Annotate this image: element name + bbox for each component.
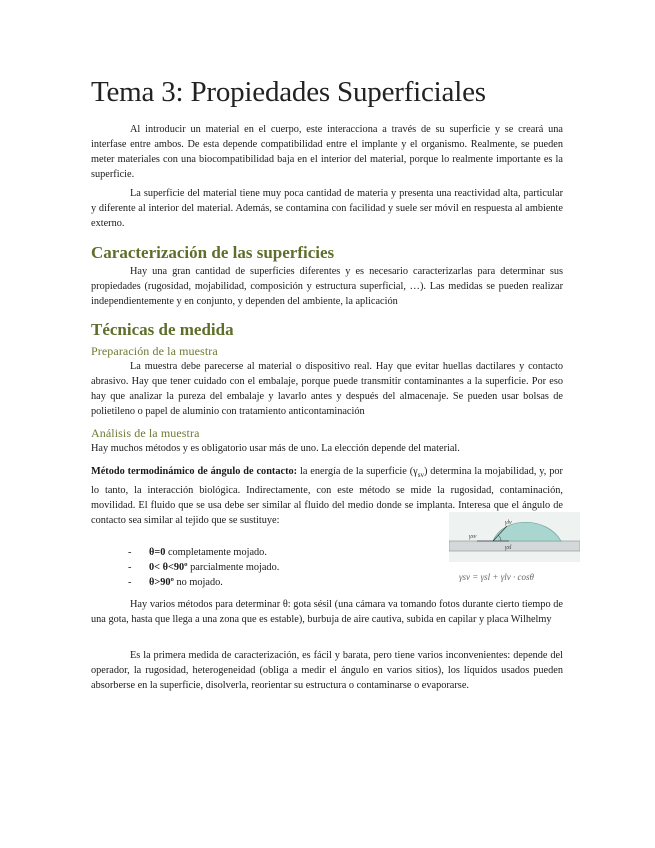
contact-angle-diagram xyxy=(449,512,580,590)
contact-angle-figure xyxy=(449,512,580,590)
substrate-surface xyxy=(449,541,580,551)
caracterizacion-paragraph: Hay una gran cantidad de superficies diferentes y es necesario caracterizarlas para determinar sus propiedades (rugosidad, mojabilidad, composición y estructura superficial, …). Las medidas se pueden realizar independientemente y en conjunto, y dependen del ambiente, la aplicación xyxy=(91,266,563,307)
metodos-theta-paragraph: Hay varios métodos para determinar θ: gota sésil (una cámara va tomando fotos durante cierto tiempo de una gota, hasta que llega a una zona que es estable), burbuja de aire cautiva, subida en capilar y placa Wilhelmy xyxy=(91,599,563,625)
intro-paragraph-2: La superficie del material tiene muy poca cantidad de materia y presenta una reactividad alta, particular y diferente al interior del material. Además, se contamina con facilidad y suele ser móvil en respuesta al ambiente externo. xyxy=(91,188,563,229)
metodo-label: Método termodinámico de ángulo de contacto: xyxy=(91,466,298,477)
subheading-analisis: Análisis de la muestra xyxy=(91,426,200,440)
list-item-text: no mojado. xyxy=(173,577,223,588)
analisis-paragraph: Hay muchos métodos y es obligatorio usar más de uno. La elección depende del material. xyxy=(91,443,460,454)
section-heading-tecnicas: Técnicas de medida xyxy=(91,320,234,339)
list-item xyxy=(128,560,279,575)
list-item xyxy=(128,575,279,590)
list-item-text: completamente mojado. xyxy=(165,547,267,558)
intro-paragraph-1: Al introducir un material en el cuerpo, este interacciona a través de su superficie y se creará una interfase entre ambos. De esta depende compatibilidad entre el implante y el organismo. Realmente, se pueden meter materiales con una biocompatibilidad baja en el interior del material, porque lo realmente importante es la superficie. xyxy=(91,124,563,180)
section-heading-caracterizacion: Caracterización de las superficies xyxy=(91,243,335,262)
label-gamma-lv: γlv xyxy=(505,520,512,526)
list-item-bold: θ>90º xyxy=(149,577,174,588)
label-gamma-sv: γsv xyxy=(469,534,477,540)
subheading-preparacion: Preparación de la muestra xyxy=(91,344,218,358)
list-item-text: parcialmente mojado. xyxy=(187,562,280,573)
metodo-text-a: la energía de la superficie ( xyxy=(297,466,414,477)
label-gamma-sl: γsl xyxy=(505,545,512,551)
inconvenientes-paragraph: Es la primera medida de caracterización, es fácil y barata, pero tiene varios inconvenientes: depende del operador, la rugosidad, heterogeneidad (obliga a medir el ángulo en varios sitios), los líquidos usados pueden absorberse en la superficie, disolverla, reorientar su estructura o contaminarse o evaporarse. xyxy=(91,650,563,691)
preparacion-paragraph: La muestra debe parecerse al material o dispositivo real. Hay que evitar huellas dactilares y contacto abrasivo. Hay que tener cuidado con el embalaje, porque puede transmitir contaminantes a la superficie. Por eso hay que analizar la pureza del embalaje y lavarlo antes y después del almacenaje. Se pueden usar bolsas de polietileno o papel de aluminio con tratamiento anticontaminación xyxy=(91,361,563,417)
list-item xyxy=(128,545,279,560)
young-equation: γsv = γsl + γlv · cosθ xyxy=(459,572,534,582)
list-item-bold: 0< θ<90º xyxy=(149,562,188,573)
metodo-text-b: ) determina la mojabilidad, y, por lo tanto, la interacción biológica. Indirectamente, con este método se mide la rugosidad, contaminación, movilidad. El fluido que se usa debe ser similar al fluido del medio donde se implanta. Interesa que el ángulo de contacto sea similar al tejido que se sustituye: xyxy=(91,466,563,527)
gamma-subscript: sv xyxy=(417,471,424,480)
page-title: Tema 3: Propiedades Superficiales xyxy=(91,76,486,108)
gamma-symbol: γ xyxy=(413,466,418,477)
contact-angle-list xyxy=(128,545,279,590)
list-item-bold: θ=0 xyxy=(149,547,166,558)
